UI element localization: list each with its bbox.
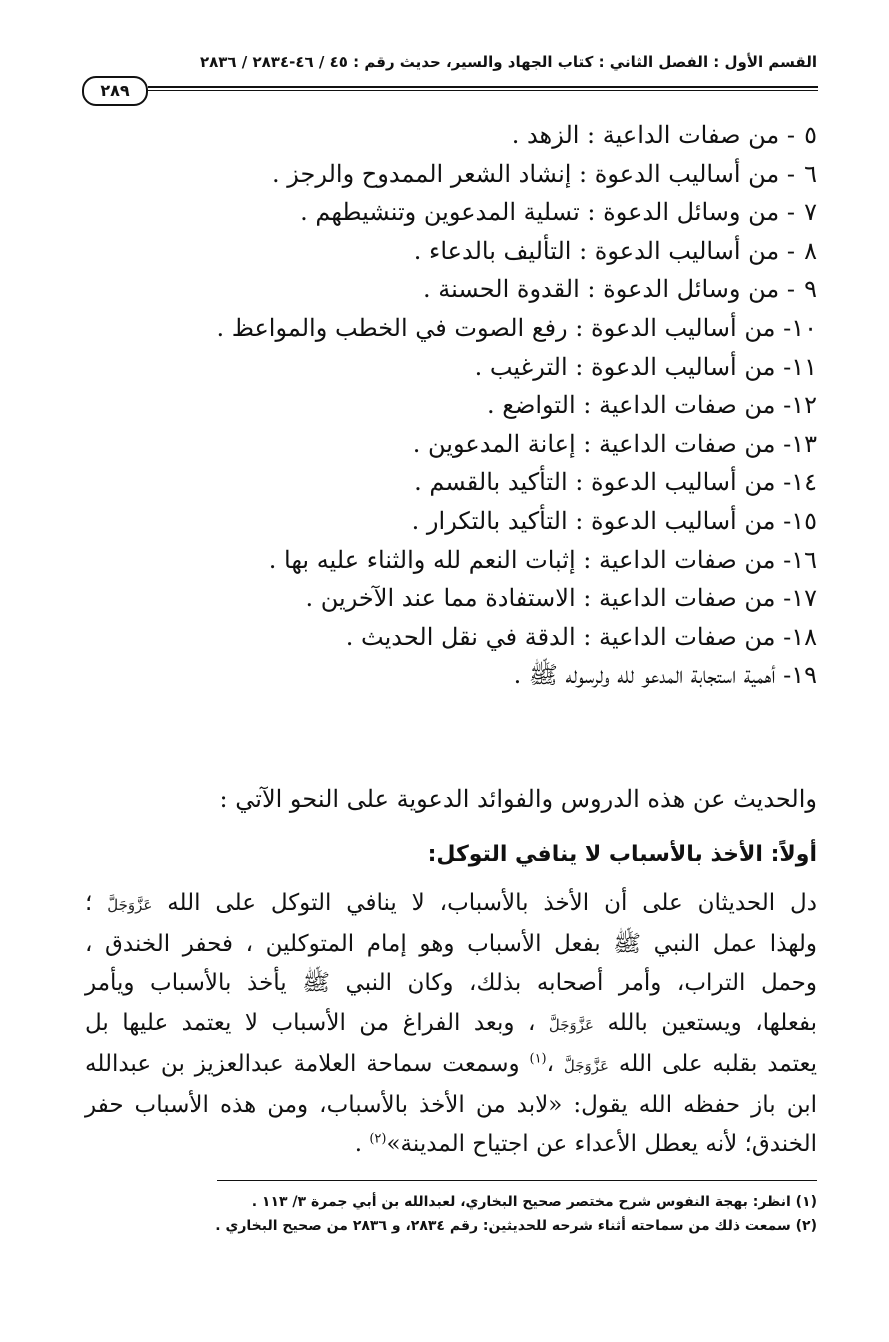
item-text: من أساليب الدعوة : الترغيب . (474, 352, 776, 381)
paragraph-line (85, 1045, 817, 1086)
header-rule-row (82, 76, 818, 106)
item-number: ٦ (804, 159, 817, 188)
header-rule (148, 86, 818, 91)
line-text: ابن باز حفظه الله يقول: «لابد من الأخذ بالأسباب، ومن هذه الأسباب حفر (85, 1092, 817, 1119)
item-number: ٧ (804, 198, 817, 227)
line-text: . (354, 1131, 370, 1158)
footnote: (١) انظر: بهجة النفوس شرح مختصر صحيح البخاري، لعبدالله بن أبي جمرة ٣/ ١١٣ . (251, 1194, 817, 1210)
item-number: ١٩ (791, 661, 817, 690)
footnote: (٢) سمعت ذلك من سماحته أثناء شرحه للحديثين: رقم ٢٨٣٤، و ٢٨٣٦ من صحيح البخاري . (215, 1218, 817, 1234)
footnotes (87, 1190, 817, 1238)
item-text: من أساليب الدعوة : التأكيد بالقسم . (414, 468, 776, 497)
footnote-rule (217, 1180, 817, 1181)
item-text: من أساليب الدعوة : رفع الصوت في الخطب والمواعظ . (216, 313, 776, 342)
line-text: وسمعت سماحة العلامة عبدالعزيز بن عبدالله (85, 1050, 530, 1077)
intro-sentence: والحديث عن هذه الدروس والفوائد الدعوية على النحو الآتي : (219, 785, 817, 813)
list-item: ١٠- من أساليب الدعوة : رفع الصوت في الخطب والمواعظ . (117, 309, 817, 348)
item-number: ٨ (804, 236, 817, 265)
item-number: ١٠ (791, 313, 817, 342)
item-text: من أساليب الدعوة : التأكيد بالتكرار . (411, 506, 776, 535)
running-header: القسم الأول : الفصل الثاني : كتاب الجهاد والسير، حديث رقم : ٤٥ / ٤٦-٢٨٣٤ / ٢٨٣٦ (199, 53, 817, 71)
item-number: ١٢ (791, 391, 817, 420)
item-number: ١٨ (791, 622, 817, 651)
paragraph-line (85, 964, 817, 1003)
honorific-glyph: عَزَّوَجَلَّ (107, 896, 153, 914)
line-text: وحمل التراب، وأمر أصحابه بذلك، وكان النبي ﷺ يأخذ بالأسباب ويأمر (85, 970, 817, 997)
line-text: يعتمد بقلبه على الله (618, 1050, 818, 1077)
list-item: ١٨- من صفات الداعية : الدقة في نقل الحديث . (117, 618, 817, 657)
list-item: ١٧- من صفات الداعية : الاستفادة مما عند الآخرين . (117, 579, 817, 618)
paragraph-line (85, 1086, 817, 1125)
line-text: ، (546, 1050, 564, 1077)
item-text: أهمية استجابة المدعو لله ولرسوله ﷺ . (513, 661, 776, 690)
paragraph-line (85, 1125, 817, 1164)
item-number: ٩ (804, 275, 817, 304)
item-number: ٥ (804, 121, 817, 149)
item-text: من صفات الداعية : الزهد . (511, 121, 780, 149)
paragraph-line (85, 925, 817, 964)
line-text: ، وبعد الفراغ من الأسباب لا يعتمد عليها بل (85, 1009, 549, 1036)
item-text: من صفات الداعية : إعانة المدعوين . (412, 429, 776, 458)
paragraph-line (85, 1004, 817, 1045)
line-text: بفعلها، ويستعين بالله (607, 1009, 818, 1036)
list-item: ١٤- من أساليب الدعوة : التأكيد بالقسم . (117, 463, 817, 502)
section-heading: أولاً: الأخذ بالأسباب لا ينافي التوكل: (427, 842, 817, 867)
list-item: ٧- من وسائل الدعوة : تسلية المدعوين وتنشيطهم . (117, 193, 817, 232)
list-item: ١١- من أساليب الدعوة : الترغيب . (117, 348, 817, 387)
body-paragraph (85, 884, 817, 1164)
item-text: من صفات الداعية : إثبات النعم لله والثناء عليه بها . (268, 545, 776, 574)
item-number: ١٣ (791, 429, 817, 458)
page-number: ٢٨٩ (82, 76, 148, 106)
item-number: ١٦ (791, 545, 817, 574)
line-text: ؛ (85, 890, 108, 916)
line-text: الخندق؛ لأنه يعطل الأعداء عن اجتياح المدينة» (386, 1131, 817, 1158)
line-text: دل الحديثان على أن الأخذ بالأسباب، لا ينافي التوكل على الله (167, 890, 818, 916)
item-text: من وسائل الدعوة : تسلية المدعوين وتنشيطهم . (300, 198, 780, 227)
honorific-glyph: عَزَّوَجَلَّ (563, 1056, 610, 1075)
item-number: ١٧ (791, 584, 817, 613)
list-item: ١٩- أهمية استجابة المدعو لله ولرسوله ﷺ . (117, 656, 817, 695)
item-text: من صفات الداعية : التواضع . (486, 391, 776, 420)
item-text: من صفات الداعية : الاستفادة مما عند الآخرين . (305, 584, 776, 613)
list-item: ١٣- من صفات الداعية : إعانة المدعوين . (117, 425, 817, 464)
list-item: ٥- من صفات الداعية : الزهد . (117, 116, 817, 155)
paragraph-line (85, 884, 817, 925)
list-item: ٩- من وسائل الدعوة : القدوة الحسنة . (117, 270, 817, 309)
item-text: من صفات الداعية : الدقة في نقل الحديث . (345, 622, 776, 651)
footnote-ref[interactable]: (٢) (369, 1131, 387, 1147)
honorific-glyph: عَزَّوَجَلَّ (548, 1015, 594, 1034)
footnote-ref[interactable]: (١) (529, 1051, 547, 1067)
list-item: ١٦- من صفات الداعية : إثبات النعم لله والثناء عليه بها . (117, 541, 817, 580)
item-text: من أساليب الدعوة : إنشاد الشعر الممدوح والرجز . (272, 159, 780, 188)
item-text: من أساليب الدعوة : التأليف بالدعاء . (413, 236, 780, 265)
item-text: من وسائل الدعوة : القدوة الحسنة . (423, 275, 780, 304)
list-item: ١٢- من صفات الداعية : التواضع . (117, 386, 817, 425)
list-item: ٨- من أساليب الدعوة : التأليف بالدعاء . (117, 232, 817, 271)
list-item: ١٥- من أساليب الدعوة : التأكيد بالتكرار . (117, 502, 817, 541)
line-text: ولهذا عمل النبي ﷺ بفعل الأسباب وهو إمام المتوكلين ، فحفر الخندق ، (85, 931, 817, 958)
item-number: ١٤ (791, 468, 817, 497)
item-number: ١٥ (791, 506, 817, 535)
item-number: ١١ (791, 352, 817, 381)
list-item: ٦- من أساليب الدعوة : إنشاد الشعر الممدوح والرجز . (117, 155, 817, 194)
benefits-list (117, 116, 817, 695)
